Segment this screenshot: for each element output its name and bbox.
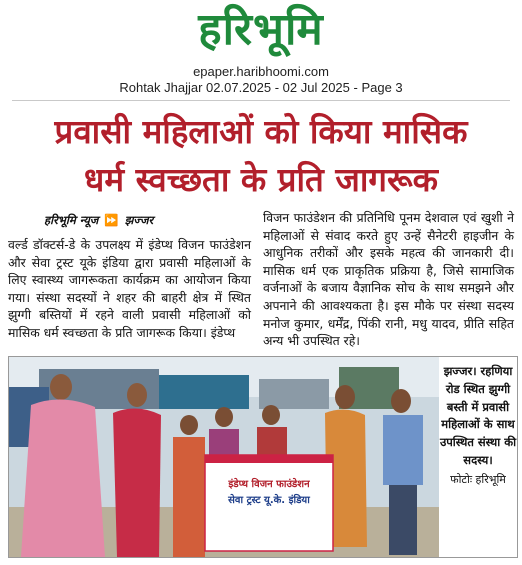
group-photo <box>9 357 439 557</box>
banner-text <box>205 477 333 509</box>
banner-line-1: इंडेप्थ विजन फाउंडेशन <box>228 479 310 490</box>
masthead-divider <box>12 100 510 101</box>
edition-line: Rohtak Jhajjar 02.07.2025 - 02 Jul 2025 - Page 3 <box>119 80 403 95</box>
masthead <box>0 4 522 56</box>
byline-place: झज्जर <box>124 213 154 227</box>
byline <box>44 213 153 228</box>
headline-line-2: धर्म स्वच्छता के प्रति जागरूक <box>84 160 438 199</box>
article-column-right: विजन फाउंडेशन की प्रतिनिधि पूनम देशवाल एवं खुशी ने महिलाओं से संवाद करते हुए उन्हें सैनेटरी हाइजीन के आधुनिक तरीकों और इसके महत्व की जानकारी दी। मासिक धर्म एक प्राकृतिक प्रक्रिया है, जिसे सामाजिक वर्जनाओं के बजाय वैज्ञानिक सोच के साथ समझने और अपनाने की आवश्यकता है। इस मौके पर संस्था सदस्य मनोज कुमार, धर्मेंद्र, पिंकी रानी, मधु यादव, प्रीति सहित अन्य भी उपस्थित रहे। <box>263 210 514 349</box>
byline-source: हरिभूमि न्यूज <box>44 213 99 227</box>
headline-line-1: प्रवासी महिलाओं को किया मासिक <box>54 112 468 151</box>
caption-text: झज्जर। रहणिया रोड स्थित झुग्गी बस्ती में प्रवासी महिलाओं के साथ उपस्थित संस्था की सदस्य। <box>439 364 517 467</box>
article-column-left: वर्ल्ड डॉक्टर्स-डे के उपलक्ष्य में इंडेप्थ विजन फाउंडेशन और सेवा ट्रस्ट यूके इंडिया द्वारा प्रवासी महिलाओं के लिए स्वास्थ्य जागरूकता कार्यक्रम का आयोजन किया गया। संस्था सदस्यों ने शहर की बाहरी क्षेत्र में स्थित झुग्गी बस्तियों में रहने वाली प्रवासी महिलाओं को मासिक धर्म स्वच्छता के प्रति जागरूक किया। इंडेप्थ <box>8 237 251 340</box>
epaper-url: epaper.haribhoomi.com <box>193 64 329 79</box>
photo-caption <box>439 357 517 557</box>
byline-arrow-icon: ⏩ <box>104 213 119 227</box>
haribhoomi-logo: हरिभूमि <box>198 4 324 55</box>
news-photo-block <box>8 356 518 558</box>
banner-line-2: सेवा ट्रस्ट यू.के. इंडिया <box>228 495 310 506</box>
photo-credit: फोटोः हरिभूमि <box>450 472 506 486</box>
